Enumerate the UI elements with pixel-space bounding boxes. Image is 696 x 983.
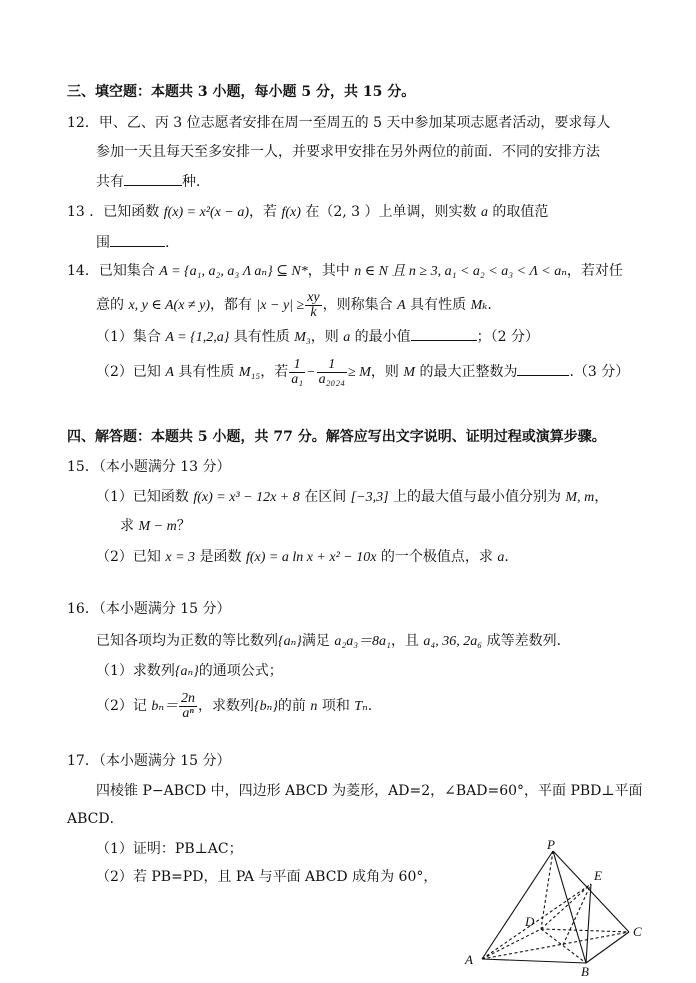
q15-part2: [96, 548, 509, 567]
q16-p1-a: （1）求数列: [96, 663, 175, 679]
q17-part2: （2）若 PB=PD，且 PA 与平面 ABCD 成角为 60°，: [96, 869, 438, 885]
q16-p2-b: bₙ＝: [151, 699, 179, 714]
q16-text-c: ，且: [390, 633, 424, 649]
edge-AE: [482, 884, 591, 959]
q15-p1-b: 在区间: [299, 489, 351, 505]
q14-p2-frac1: [289, 358, 305, 387]
q14-p2-frac1-num: 1: [289, 358, 305, 373]
q15-part1-line2: [120, 517, 191, 536]
q13-text-d: 的取值范: [487, 204, 549, 220]
q16-p2-num: 2n: [181, 690, 196, 706]
q15-p2-x: x = 3: [165, 550, 196, 565]
q14-frac-num: xy: [307, 289, 320, 305]
q17-line1: 四棱锥 P−ABCD 中，四边形 ABCD 为菱形，AD=2，∠BAD=60°，平面 PBD⊥平面: [96, 783, 643, 799]
q14-text-e: ，都有: [209, 297, 257, 313]
q16-p2-fraction: [179, 692, 197, 721]
q14-p2-frac2-num: 1: [317, 358, 347, 373]
q17-line2: ABCD．: [67, 811, 124, 827]
q16-p2-den: aⁿ: [182, 705, 194, 721]
edge-AD: [482, 929, 541, 959]
q15-p2-b: 是函数: [195, 549, 246, 565]
q13-var-a: a: [480, 205, 488, 220]
q12-line3-pre: 共有: [96, 174, 124, 190]
q12-answer-blank[interactable]: [124, 171, 182, 186]
q14-frac-den: k: [310, 304, 317, 320]
q14-A: A: [397, 298, 406, 313]
q14-inequality: |x − y| ≥: [256, 298, 305, 313]
q15-p2-function: f(x) = a ln x + x² − 10x: [245, 550, 377, 565]
q14-p2-b: 具有性质: [173, 364, 239, 380]
label-P: P: [547, 838, 555, 852]
q15-p1-a: （1）已知函数: [96, 489, 194, 505]
q16-line1: [96, 632, 571, 651]
q16-title: 16．（本小题满分 15 分）: [67, 601, 231, 617]
q15-p1-c: 上的最大值与最小值分别为: [388, 489, 566, 505]
q14-p1-d: 的最小值: [350, 329, 411, 345]
q13-line2-post: .: [165, 235, 170, 251]
label-A: A: [465, 952, 473, 967]
q15-p2-d: .: [504, 549, 509, 565]
q12-line2: 参加一天且每天至多安排一人，并要求甲安排在另外两位的前面．不同的安排方法: [96, 144, 600, 160]
q13-fx: f(x): [281, 205, 301, 220]
q15-p1-mm: M, m: [565, 490, 595, 505]
q14-p1-M: M₃: [294, 330, 311, 345]
q13-line1: [67, 203, 548, 222]
edge-AB: [482, 959, 586, 963]
q13-line2-pre: 围: [96, 235, 110, 251]
edge-BE: [586, 884, 591, 963]
q16-cond1: a₂a₃＝8a₁: [334, 634, 391, 649]
q14-p2-A: A: [165, 365, 174, 380]
q14-p2-frac1-den: a₁: [291, 371, 304, 387]
q16-p2-e: 项和: [317, 698, 355, 714]
q13-text-c: 在（2, 3 ）上单调，则实数: [300, 204, 481, 220]
section-fill-blank-heading: 三、填空题：本题共 3 小题，每小题 5 分，共 15 分。: [67, 84, 416, 100]
q14-text-a: 14．已知集合: [67, 263, 160, 279]
q17-part1: （1）证明：PB⊥AC；: [96, 841, 243, 857]
q14-p2-MM: M: [403, 365, 416, 380]
q14-p2-f: .（3 分）: [569, 364, 630, 380]
q14-p2-M: M₁₅: [238, 365, 261, 380]
q14-text-d: 意的: [96, 297, 129, 313]
q16-seq: {aₙ}: [278, 634, 302, 649]
q14-p2-frac2: [317, 358, 347, 387]
q14-fraction: [305, 291, 321, 320]
q16-p2-c: ，求数列: [198, 698, 255, 714]
q14-line1: [67, 262, 623, 281]
q16-p1-seq: {aₙ}: [174, 664, 199, 679]
q15-p1-d: ，: [594, 489, 609, 505]
q15-p2-a-var: a: [497, 550, 505, 565]
q12-line3-post: 种．: [182, 174, 210, 190]
q14-set: A = {a₁, a₂, a₃ Λ aₙ} ⊆ N*: [159, 264, 308, 279]
edge-DC: [541, 929, 629, 932]
q14-p1-b: 具有性质: [229, 329, 295, 345]
q14-p2-answer-blank[interactable]: [517, 361, 569, 376]
pyramid-figure: [455, 838, 655, 978]
q16-cond2: a₄, 36, 2a₆: [423, 634, 483, 649]
q14-p2-frac2-den: a₂₀₂₄: [318, 371, 346, 387]
q15-p1-f: ？: [176, 518, 191, 534]
q16-text-b: 满足: [301, 633, 335, 649]
q13-line2: [96, 232, 169, 252]
q15-title: 15．（本小题满分 13 分）: [67, 459, 231, 475]
q14-text-f: ，则称集合: [322, 297, 398, 313]
q14-text-g: 具有性质: [405, 297, 471, 313]
q13-answer-blank[interactable]: [110, 232, 165, 247]
section-solve-heading: 四、解答题：本题共 5 小题，共 77 分。解答应写出文字说明、证明过程或演算步骤。: [67, 429, 606, 445]
label-D: D: [525, 914, 535, 929]
q14-p1-set: A = {1,2,a}: [165, 330, 230, 345]
q15-p1-function: f(x) = x³ − 12x + 8: [193, 490, 300, 505]
q16-text-a: 已知各项均为正数的等比数列: [96, 633, 278, 649]
q16-text-d: 成等差数列．: [482, 633, 571, 649]
q14-p1-answer-blank[interactable]: [411, 326, 477, 341]
q14-text-c: ，若对任: [566, 263, 623, 279]
q15-p2-a: （2）已知: [96, 549, 166, 565]
q14-p2-ge: ≥ M: [348, 365, 371, 380]
q15-part1: [96, 488, 608, 507]
q13-text-a: 13 ．已知函数: [67, 204, 164, 220]
q13-function: f(x) = x²(x − a): [163, 205, 249, 220]
q14-line2: [96, 290, 492, 321]
label-C: C: [633, 924, 642, 939]
q16-part2: [96, 690, 372, 723]
q14-p2-a: （2）已知: [96, 364, 166, 380]
q15-p1-interval: [−3,3]: [350, 490, 389, 505]
q14-p1-var: a: [343, 330, 351, 345]
q16-p2-d: 的前: [277, 698, 311, 714]
q14-Mk: Mₖ: [470, 298, 488, 313]
q15-p1-diff: M − m: [138, 519, 177, 534]
q16-p2-seq: {bₙ}: [254, 699, 278, 714]
q15-p2-c: 的一个极值点，求: [376, 549, 498, 565]
q14-p2-minus: −: [306, 365, 316, 380]
q16-p1-b: 的通项公式；: [198, 663, 283, 679]
label-B: B: [581, 964, 589, 978]
edge-AC: [482, 932, 629, 959]
q16-part1: [96, 662, 283, 681]
q14-p2-c: ，若: [260, 364, 289, 380]
edge-PA: [482, 851, 553, 959]
q14-text-h: .: [487, 297, 492, 313]
edge-BC: [586, 932, 629, 963]
q14-part2: [96, 356, 629, 389]
q14-xy: x, y ∈ A(x ≠ y): [128, 298, 210, 313]
q14-p1-c: ，则: [310, 329, 344, 345]
q12-line1: 12．甲、乙、丙 3 位志愿者安排在周一至周五的 5 天中参加某项志愿者活动，要求每人: [67, 115, 611, 131]
edge-DE: [541, 884, 591, 929]
label-E: E: [594, 868, 602, 883]
q12-line3: [96, 171, 210, 191]
q14-p1-a: （1）集合: [96, 329, 166, 345]
q14-text-b: ，其中: [307, 263, 355, 279]
q17-title: 17．（本小题满分 15 分）: [67, 753, 231, 769]
q14-part1: [96, 326, 539, 347]
q14-p1-e: ；（2 分）: [476, 329, 540, 345]
q16-p2-n: n: [310, 699, 318, 714]
q15-p1-e: 求: [120, 518, 139, 534]
q16-p2-a: （2）记: [96, 698, 152, 714]
q16-p2-T: Tₙ: [354, 699, 368, 714]
q16-p2-f: .: [367, 698, 373, 714]
q14-p2-d: ，则: [370, 364, 404, 380]
q14-condition: n ∈ N 且 n ≥ 3, a₁ < a₂ < a₃ < Λ < aₙ: [354, 264, 567, 279]
q14-p2-e: 的最大正整数为: [415, 364, 518, 380]
q13-text-b: ，若: [249, 204, 282, 220]
edge-DB: [541, 929, 586, 963]
